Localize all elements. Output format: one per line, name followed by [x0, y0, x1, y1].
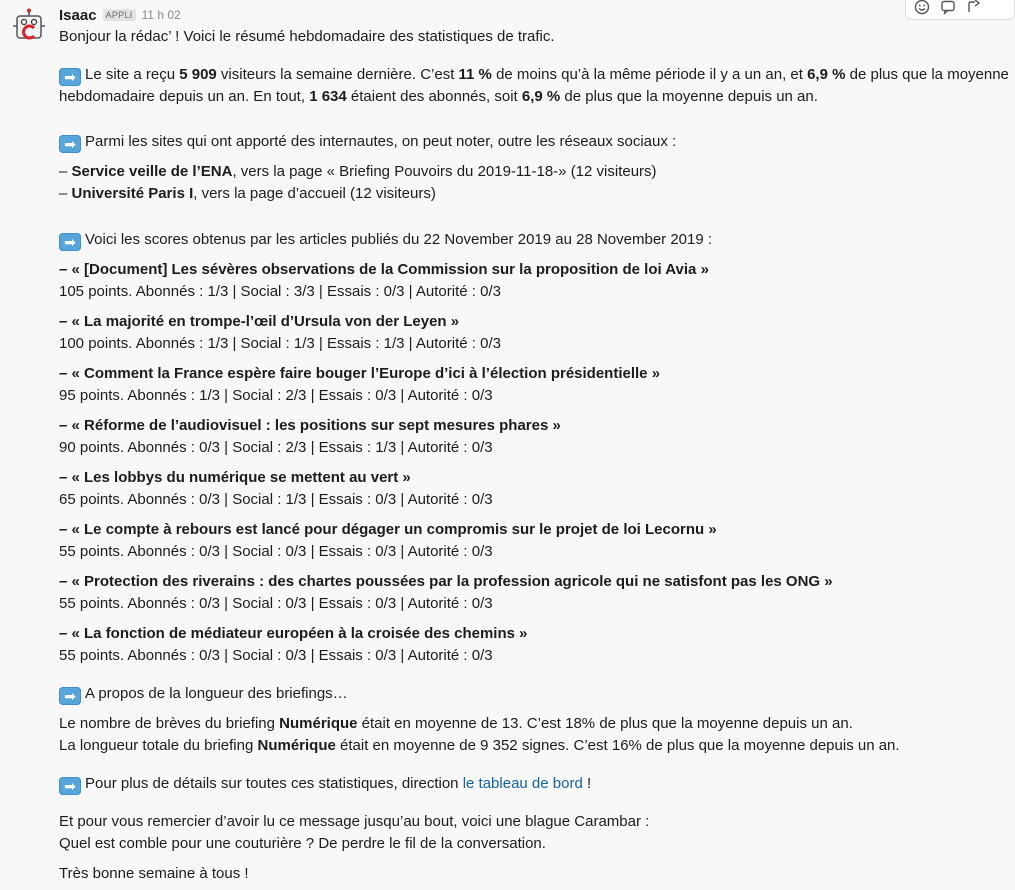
closing-line: Et pour vous remercier d’avoir lu ce message jusqu’au bout, voici une blague Carambar : [59, 813, 650, 830]
article-score: 105 points. Abonnés : 1/3 | Social : 3/3 | Essais : 0/3 | Autorité : 0/3 [59, 283, 501, 300]
message-timestamp[interactable]: 11 h 02 [141, 8, 181, 22]
dashboard-link[interactable]: le tableau de bord [462, 775, 583, 792]
article-title: – « La majorité en trompe-l’œil d’Ursula von der Leyen » [59, 313, 460, 330]
arrow-right-icon: ➡ [59, 135, 81, 153]
arrow-right-icon: ➡ [59, 777, 81, 795]
visitors-paragraph-line1: ➡ Le site a reçu 5 909 visiteurs la semaine dernière. C’est 11 % de moins qu’à la même période il y a un an, et 6,9 % de plus que la moyenne [59, 64, 984, 86]
referrer-item: – Université Paris I, vers la page d’accueil (12 visiteurs) [59, 185, 436, 202]
article-title: – « Réforme de l’audiovisuel : les positions sur sept mesures phares » [59, 417, 561, 434]
arrow-right-icon: ➡ [59, 687, 81, 705]
article-item [59, 259, 984, 303]
article-score: 100 points. Abonnés : 1/3 | Social : 1/3 | Essais : 1/3 | Autorité : 0/3 [59, 335, 501, 352]
visitors-paragraph-line2: hebdomadaire depuis un an. En tout, 1 634 étaient des abonnés, soit 6,9 % de plus que la moyenne depuis un an. [59, 88, 818, 105]
message-body [59, 4, 1009, 885]
article-title: – « Les lobbys du numérique se mettent au vert » [59, 469, 411, 486]
briefing-intro: ➡ A propos de la longueur des briefings… [59, 683, 984, 705]
article-item [59, 467, 984, 511]
article-score: 95 points. Abonnés : 1/3 | Social : 2/3 | Essais : 0/3 | Autorité : 0/3 [59, 387, 493, 404]
article-score: 55 points. Abonnés : 0/3 | Social : 0/3 | Essais : 0/3 | Autorité : 0/3 [59, 595, 493, 612]
article-item [59, 363, 984, 407]
article-item [59, 623, 984, 667]
article-item [59, 415, 984, 459]
briefing-line: Le nombre de brèves du briefing Numérique était en moyenne de 13. C’est 18% de plus que la moyenne depuis un an. [59, 715, 853, 732]
article-score: 55 points. Abonnés : 0/3 | Social : 0/3 | Essais : 0/3 | Autorité : 0/3 [59, 647, 493, 664]
article-title: – « [Document] Les sévères observations de la Commission sur la proposition de loi Avia » [59, 261, 709, 278]
joke-line: Quel est comble pour une couturière ? De perdre le fil de la conversation. [59, 835, 546, 852]
arrow-right-icon: ➡ [59, 68, 81, 86]
author-name[interactable]: Isaac [59, 6, 97, 24]
article-title: – « Comment la France espère faire bouger l’Europe d’ici à l’élection présidentielle » [59, 365, 661, 382]
briefing-line: La longueur totale du briefing Numérique était en moyenne de 9 352 signes. C’est 16% de plus que la moyenne depuis un an. [59, 737, 900, 754]
avatar[interactable] [11, 8, 47, 44]
details-line: ➡ Pour plus de détails sur toutes ces statistiques, direction le tableau de bord ! [59, 773, 984, 795]
article-item [59, 311, 984, 355]
referrer-item: – Service veille de l’ENA, vers la page « Briefing Pouvoirs du 2019-11-18-» (12 visiteurs) [59, 163, 657, 180]
arrow-right-icon: ➡ [59, 233, 81, 251]
article-title: – « La fonction de médiateur européen à la croisée des chemins » [59, 625, 528, 642]
app-badge: APPLI [103, 9, 136, 21]
article-score: 90 points. Abonnés : 0/3 | Social : 2/3 | Essais : 1/3 | Autorité : 0/3 [59, 439, 493, 456]
article-item [59, 519, 984, 563]
article-title: – « Le compte à rebours est lancé pour dégager un compromis sur le projet de loi Lecornu » [59, 521, 717, 538]
message-header [59, 4, 984, 26]
article-item [59, 571, 984, 615]
article-score: 55 points. Abonnés : 0/3 | Social : 0/3 | Essais : 0/3 | Autorité : 0/3 [59, 543, 493, 560]
article-score: 65 points. Abonnés : 0/3 | Social : 1/3 | Essais : 0/3 | Autorité : 0/3 [59, 491, 493, 508]
referrers-intro: ➡ Parmi les sites qui ont apporté des internautes, on peut noter, outre les réseaux sociaux : [59, 131, 984, 153]
articles-intro: ➡ Voici les scores obtenus par les articles publiés du 22 November 2019 au 28 November 2019 : [59, 229, 984, 251]
greeting-text: Bonjour la rédac’ ! Voici le résumé hebdomadaire des statistiques de trafic. [59, 28, 555, 45]
signoff-line: Très bonne semaine à tous ! [59, 865, 249, 882]
article-title: – « Protection des riverains : des chartes poussées par la profession agricole qui ne satisfont pas les ONG » [59, 573, 833, 590]
